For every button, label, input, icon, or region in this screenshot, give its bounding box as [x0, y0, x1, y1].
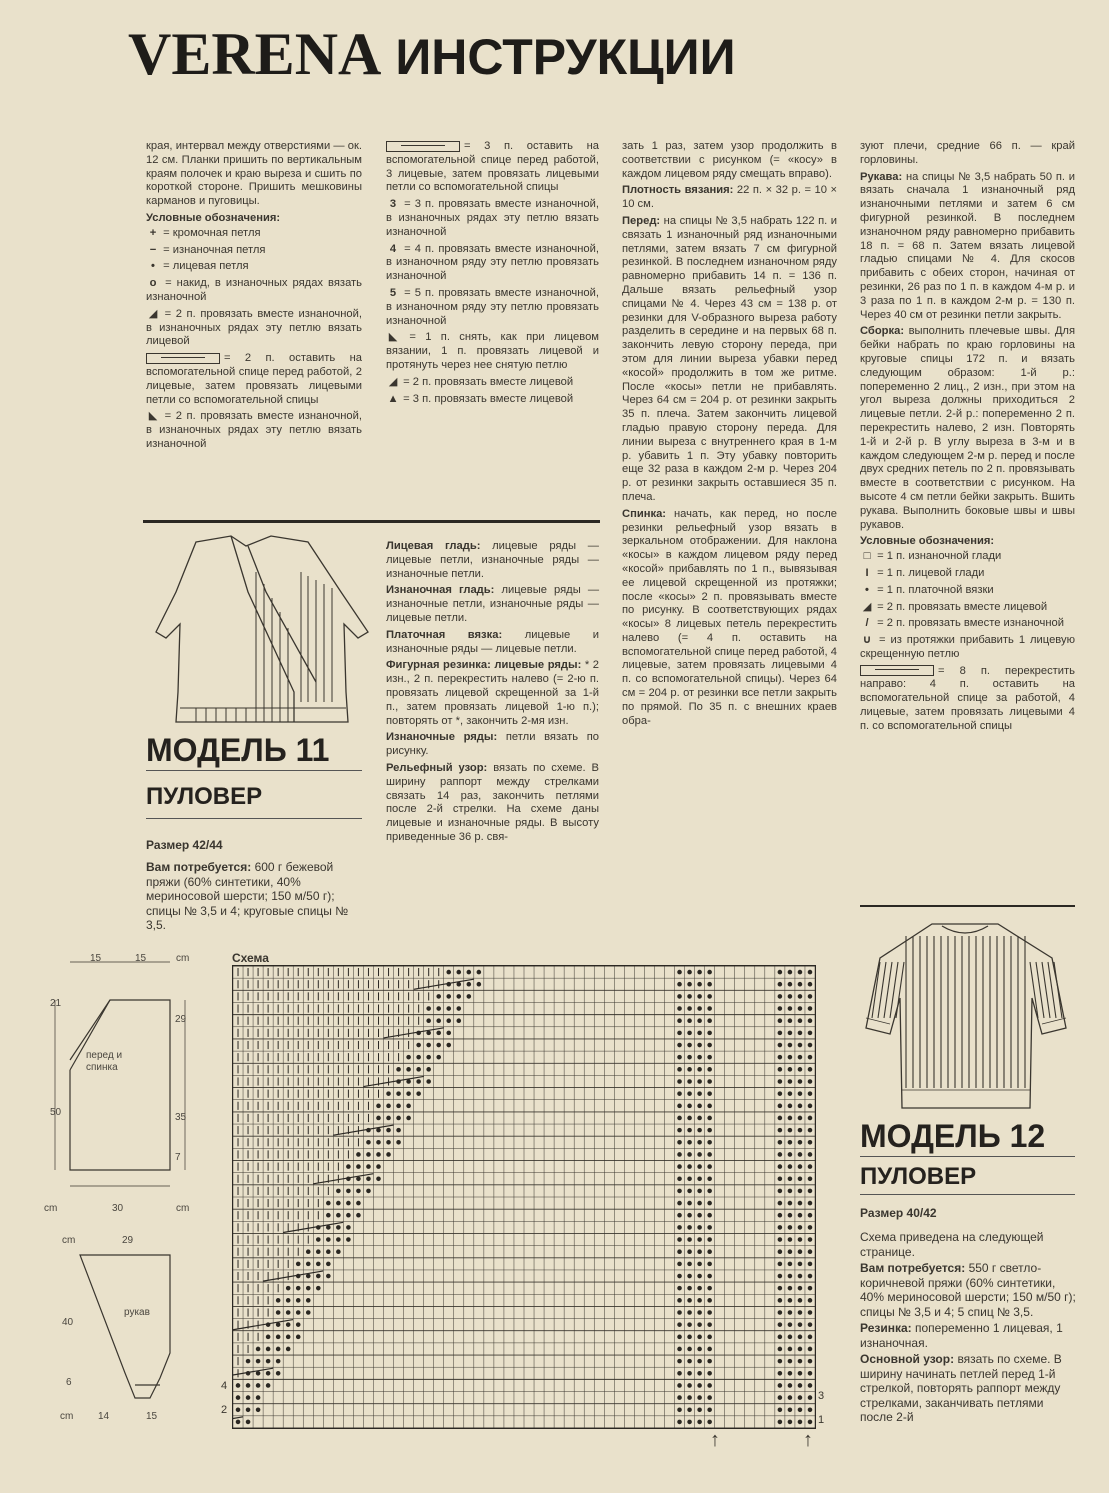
row-number-4: 4: [221, 1380, 228, 1392]
model-12-title-rule: [860, 1156, 1075, 1157]
legend-item: [146, 277, 362, 305]
knitting-chart-grid: [233, 966, 815, 1428]
model-12-title: МОДЕЛЬ 12: [860, 1118, 1046, 1154]
stitch-symbol: •: [865, 583, 869, 596]
model-12-text: [860, 1230, 1076, 1427]
repeat-arrow-icon: ↑: [710, 1429, 720, 1451]
instruction-text: лицевые ряды — изнаночные петли, изнаночные ряды — лицевые петли.: [386, 584, 600, 624]
stitch-symbol: ◢: [388, 375, 398, 388]
row-number-2: 2: [221, 1404, 228, 1416]
knitting-chart: [232, 965, 816, 1429]
legend-text: = 4 п. провязать вместе изнаночной, в изнаночном ряду эту петлю провязать изнаночной: [386, 242, 600, 283]
legend-item: [146, 227, 362, 241]
sweater-illustration-model-12: [862, 918, 1068, 1114]
instruction-paragraph: [386, 584, 599, 625]
legend-list: [860, 550, 1075, 734]
instruction-text: петли вязать по рисунку.: [386, 731, 599, 758]
intro-text: края, интервал между отверстиями — ок. 12 см. Планки пришить по вертикальным краям полочек и краю выреза и сшить по короткой стороне. Пришить мешковины карманов и пуговицы.: [146, 140, 362, 208]
legend-text: = накид, в изнаночных рядах вязать изнаночной: [146, 277, 362, 303]
legend-text: = 8 п. перекрестить направо: 4 п. оставить на вспомогательной спице за работой, 4 лицевые, затем провязать лицевыми 4 п. со вспомогательной спицы: [860, 664, 1075, 732]
sleeve-schematic-label: рукав: [124, 1307, 150, 1318]
instruction-paragraph: [860, 1352, 1076, 1425]
legend-item: [146, 352, 362, 407]
legend-text: = 3 п. провязать вместе изнаночной, в изнаночных рядах эту петлю вязать изнаночной: [386, 198, 600, 238]
legend-item: [860, 567, 1075, 581]
legend-text: = 2 п. оставить на вспомогательной спице перед работой, 2 лицевые, затем провязать лицевыми петли со вспомогательной спицы: [146, 352, 362, 406]
legend-item: [386, 376, 599, 390]
cable-cross-icon: [860, 665, 934, 676]
model-12-subtitle-rule: [860, 1194, 1075, 1195]
instruction-label: Сборка:: [860, 325, 905, 338]
dim-right-1: 29: [175, 1014, 187, 1025]
section-rule: [143, 520, 600, 523]
stitch-symbol: +: [149, 226, 157, 239]
instruction-paragraph: [622, 508, 837, 729]
stitch-symbol: 4: [389, 242, 397, 255]
sleeve-dim-left-2: 6: [66, 1377, 72, 1388]
instruction-paragraph: [386, 629, 599, 657]
legend-title: Условные обозначения:: [146, 211, 281, 224]
schema-label: Схема: [232, 951, 269, 965]
instruction-label: Рукава:: [860, 170, 903, 183]
instruction-text: 550 г светло-коричневой пряжи (60% синтетики, 40% мериносовой шерсти; 150 м/50 г); спицы № 3,5 и 4; 5 спиц № 3,5.: [860, 1261, 1076, 1319]
instruction-text: * 2 изн., 2 п. перекрестить налево (= 2-ю п. провязать лицевой скрещенной за 1-й п., затем провязать лицевой 1-ю п.); повторять от *, закончить 2-мя изн.: [386, 659, 600, 727]
stitch-symbol: ◣: [388, 331, 398, 344]
model-11-size: Размер 42/44: [146, 838, 223, 852]
stitch-symbol: o: [149, 277, 157, 290]
legend-item: [386, 198, 599, 239]
model-12-rule: [860, 905, 1075, 907]
legend-text: = изнаночная петля: [163, 243, 266, 256]
legend-text: = 2 п. провязать вместе изнаночной, в изнаночных рядах эту петлю вязать изнаночной: [146, 410, 363, 450]
model-11-subtitle-rule: [146, 818, 362, 819]
instruction-paragraph: [860, 1261, 1076, 1319]
stitch-symbol: ◢: [862, 600, 872, 613]
legend-item: [386, 393, 599, 407]
model-11-needs-text: 600 г бежевой пряжи (60% синтетики, 40% мериносовой шерсти; 150 м/50 г); спицы № 3,5 и 4; круговые спицы № 3,5.: [146, 860, 349, 932]
instruction-paragraph: [386, 540, 599, 581]
instruction-label: Вам потребуется:: [860, 1261, 966, 1275]
legend-item: [860, 617, 1075, 631]
instruction-text: на спицы № 3,5 набрать 122 п. и связать 1 изнаночный ряд изнаночными петлями, затем вязать 7 см фигурной резинкой. В последнем изнаночном ряду равномерно прибавить 14 п. = 136 п. Дальше вязать рельефный узор спицами № 4. Через 43 см = 138 р. от резинки для V-образного выреза работу разделить в середине и на первых 68 п. закончить левую сторону переда, при этом для линии выреза убавки перед «косой» продолжить в том же ритме. После «косы» петли не прибавлять. Через 64 см = 204 р. от резинки закрыть 35 п. плеча. Затем закончить лицевой гладью правую сторону переда. Для линии выреза с внутреннего края в 1-м р. убавить 1 п. Эту убавку повторить еще 32 раза в каждом 2-м р. Через 204 р. от резинки закрыть оставшиеся 35 п. плеча.: [622, 214, 837, 503]
legend-text: = 1 п. снять, как при лицевом вязании, 1 п. провязать лицевой и протянуть через нее снятую петлю: [386, 331, 599, 371]
dim-top-1: 15: [90, 953, 102, 964]
instruction-text: зуют плечи, средние 66 п. — край горловины.: [860, 140, 1075, 166]
instruction-paragraph: [860, 140, 1075, 168]
dim-top-unit: cm: [176, 953, 190, 964]
legend-text: = 3 п. оставить на вспомогательной спице перед работой, 3 лицевые, затем провязать лицевыми петли со вспомогательной спицы: [386, 140, 599, 194]
sleeve-dim-top: 29: [122, 1235, 134, 1246]
stitch-symbol: □: [863, 550, 871, 563]
stitch-symbol: /: [865, 617, 869, 630]
column-3: [622, 140, 837, 731]
legend-text: = 1 п. лицевой глади: [877, 566, 985, 579]
model-11-title-rule: [146, 770, 362, 771]
legend-text: = 2 п. провязать вместе лицевой: [403, 375, 574, 388]
dim-right-2: 35: [175, 1112, 187, 1123]
instruction-label: Изнаночные ряды:: [386, 731, 498, 744]
legend-item: [860, 634, 1075, 662]
legend-text: = лицевая петля: [163, 260, 249, 273]
model-11-subtitle: ПУЛОВЕР: [146, 783, 263, 810]
body-schematic: [40, 950, 230, 1218]
instruction-paragraph: [622, 215, 837, 505]
dim-bottom-unit-2: cm: [176, 1203, 190, 1214]
page-title: [128, 21, 736, 87]
stitch-symbol: •: [151, 260, 155, 273]
legend-item: [386, 331, 599, 372]
model-11-materials: [146, 860, 362, 935]
instruction-paragraph: [860, 1321, 1076, 1350]
legend-item: [146, 308, 362, 349]
sleeve-dim-left-1: 40: [62, 1317, 74, 1328]
stitch-symbol: 3: [389, 198, 397, 211]
instruction-text: зать 1 раз, затем узор продолжить в соответствии с рисунком (= «косу» в каждом лицевом ряду смещать вправо).: [622, 140, 837, 180]
instruction-label: Плотность вязания:: [622, 184, 734, 197]
column-1: [146, 140, 362, 455]
legend-title: Условные обозначения:: [860, 535, 995, 548]
instruction-text: начать, как перед, но после резинки рельефный узор вязать в зеркальном отображении. Для наклона «косы» в каждом лицевом ряду перед «косой» прибавлять по 1 п., вывязывая ее лицевой скрещенной из протяжки; после «косы» 2 п. провязывать вместе по рисунку. В соответствующих рядах «косы» 8 лицевых петель перекрестить налево (= 4 п. оставить на вспомогательной спице перед работой, 4 лицевые, затем провязать лицевыми 4 п. со вспомогательной спицы). Через 64 см = 204 р. от резинки все петли закрыть по прямой. По 35 п. с внешних краев обра-: [622, 507, 838, 727]
instruction-paragraph: [860, 171, 1075, 323]
model-11-title: МОДЕЛЬ 11: [146, 732, 330, 768]
instruction-label: Изнаночная гладь:: [386, 584, 495, 597]
instruction-text: Схема приведена на следующей странице.: [860, 1230, 1044, 1259]
instruction-paragraph: [622, 184, 837, 212]
instruction-label: Рельефный узор:: [386, 761, 488, 774]
instruction-text: выполнить плечевые швы. Для бейки набрать по краю горловины на круговые спицы 172 п. и вязать следующим образом: 1-й р.: попеременно 2 лиц., 2 изн., при этом на угол выреза должны приходиться 2 лицевые петли. 2-й р.: попеременно 2 п. перекрестить налево, 2 изн. Повторять 1-й и 2-й р. В углу выреза в 3-м и в каждом следующем 2-м р. перед и после двух средних петель по 2 п. провязывать вместе в соответствии с рисунком. На высоте 4 см петли бейки закрыть. Вшить рукава. Выполнить боковые швы и швы рукавов.: [860, 325, 1075, 531]
sleeve-dim-unit: cm: [62, 1235, 76, 1246]
instruction-text: лицевые ряды — лицевые петли, изнаночные ряды — изнаночные петли.: [386, 540, 599, 580]
legend-text: = 1 п. платочной вязки: [877, 583, 994, 596]
cable-cross-icon: [386, 141, 460, 152]
dim-left-2: 50: [50, 1107, 62, 1118]
legend-item: [860, 550, 1075, 564]
column-4: [860, 140, 1075, 737]
brand-name: VERENA: [128, 21, 382, 87]
legend-item: [386, 140, 599, 195]
stitch-symbol: ∪: [862, 634, 872, 647]
sleeve-dim-bottom-unit: cm: [60, 1411, 74, 1422]
stitch-symbol: ◣: [148, 410, 158, 423]
dim-bottom-unit: cm: [44, 1203, 58, 1214]
sweater-illustration-model-11: [136, 532, 372, 730]
row-number-3: 3: [818, 1390, 825, 1402]
dim-top-2: 15: [135, 953, 147, 964]
model-12-subtitle: ПУЛОВЕР: [860, 1163, 977, 1190]
instruction-paragraph: [622, 140, 837, 181]
instruction-text: 22 п. × 32 р. = 10 × 10 см.: [622, 184, 838, 211]
legend-item: [860, 665, 1075, 734]
legend-text: = 3 п. провязать вместе лицевой: [403, 392, 574, 405]
dim-right-3: 7: [175, 1152, 181, 1163]
cable-cross-icon: [146, 353, 220, 364]
sleeve-schematic: [40, 1233, 230, 1423]
legend-text: = 2 п. провязать вместе изнаночной: [877, 617, 1064, 630]
legend-list: [146, 227, 362, 452]
model-12-size: Размер 40/42: [860, 1206, 937, 1220]
row-number-1: 1: [818, 1414, 825, 1426]
stitch-symbol: I: [865, 566, 869, 579]
stitch-symbol: ▲: [387, 392, 399, 405]
legend-list-2: [386, 140, 599, 406]
legend-text: = 5 п. провязать вместе изнаночной, в изнаночном ряду эту петлю провязать изнаночной: [386, 286, 600, 327]
instruction-text: вязать по схеме. В ширину начинать петлей перед 1-й стрелкой, повторять раппорт между стрелками, заканчивать петлями после 2-й: [860, 1352, 1062, 1424]
instruction-paragraph: [386, 659, 599, 728]
instruction-text: попеременно 1 лицевая, 1 изнаночная.: [860, 1321, 1063, 1350]
sleeve-dim-bottom-2: 15: [146, 1411, 158, 1422]
legend-text: = кромочная петля: [163, 226, 261, 239]
section-title: ИНСТРУКЦИИ: [395, 29, 736, 85]
legend-item: [146, 260, 362, 274]
instruction-paragraph: [860, 1230, 1076, 1259]
instruction-text: на спицы № 3,5 набрать 50 п. и вязать сначала 1 изнаночный ряд изнаночными петлями и затем 6 см фигурной резинкой. В последнем изнаночном ряду равномерно прибавить 18 п. = 68 п. Затем вязать лицевой гладью спицами № 4. Для скосов прибавить с обеих сторон, начиная от резинки, 26 раз по 1 п. в каждом 4-м р. и 3 раза по 1 п. в каждом 2-м р. = 130 п. Через 40 см от резинки петли закрыть.: [860, 170, 1075, 321]
sleeve-dim-bottom-1: 14: [98, 1411, 110, 1422]
repeat-arrow-icon: ↑: [803, 1429, 813, 1451]
legend-item: [386, 243, 599, 284]
instruction-label: Резинка:: [860, 1321, 912, 1335]
legend-item: [146, 410, 362, 451]
instruction-label: Фигурная резинка: лицевые ряды:: [386, 659, 582, 672]
legend-text: = 2 п. провязать вместе изнаночной, в изнаночных рядах эту петлю вязать лицевой: [146, 307, 363, 348]
legend-item: [386, 287, 599, 328]
instruction-label: Лицевая гладь:: [386, 540, 481, 552]
legend-item: [146, 244, 362, 258]
instruction-label: Перед:: [622, 214, 661, 227]
column-2: [386, 140, 599, 409]
legend-item: [860, 601, 1075, 615]
stitch-symbol: 5: [389, 286, 397, 299]
legend-text: = 1 п. изнаночной глади: [877, 550, 1002, 563]
model-11-needs-label: Вам потребуется:: [146, 860, 252, 874]
instruction-paragraph: [386, 762, 599, 845]
legend-text: = из протяжки прибавить 1 лицевую скрещенную петлю: [860, 634, 1075, 660]
instruction-text: лицевые и изнаночные ряды — лицевые петли.: [386, 628, 599, 655]
legend-item: [860, 584, 1075, 598]
instruction-paragraph: [386, 731, 599, 759]
instruction-label: Платочная вязка:: [386, 628, 503, 641]
dim-left-1: 21: [50, 998, 62, 1009]
stitch-symbol: −: [149, 243, 157, 256]
body-schematic-label: перед и спинка: [86, 1050, 123, 1073]
dim-bottom-1: 30: [112, 1203, 124, 1214]
instruction-label: Спинка:: [622, 507, 667, 520]
legend-text: = 2 п. провязать вместе лицевой: [877, 600, 1048, 613]
column-2-lower: [386, 540, 599, 848]
stitch-symbol: ◢: [148, 307, 158, 320]
instruction-label: Основной узор:: [860, 1352, 955, 1366]
instruction-paragraph: [860, 325, 1075, 532]
instruction-text: вязать по схеме. В ширину раппорт между стрелками связать 14 раз, закончить петлями после 2-й стрелки. На схеме даны лицевые и изнаночные ряды. В высоту приведенные 36 р. свя-: [386, 761, 599, 843]
